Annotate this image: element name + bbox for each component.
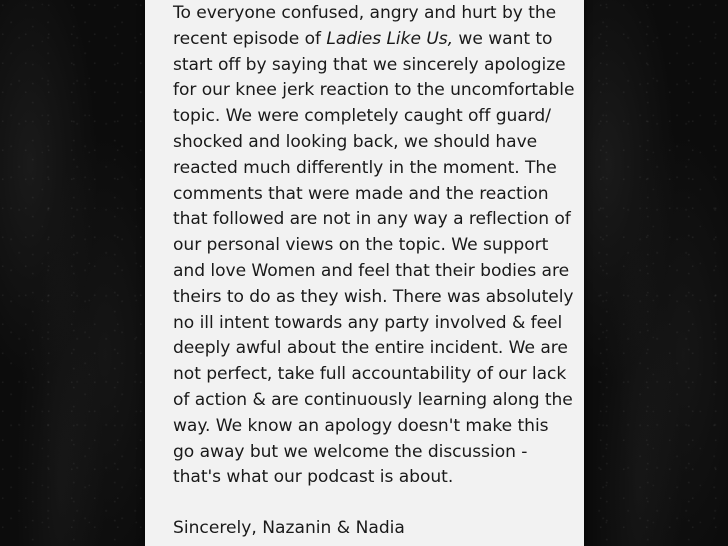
dark-textured-backdrop-left <box>0 0 150 546</box>
statement-line: go away but we welcome the discussion - <box>173 441 528 462</box>
statement-line: comments that were made and the reaction <box>173 183 549 204</box>
statement-line: way. We know an apology doesn't make this <box>173 415 549 436</box>
apology-note-card <box>145 0 584 546</box>
podcast-title: Ladies Like Us, <box>326 28 454 49</box>
statement-line: To everyone confused, angry and hurt by the <box>173 3 557 23</box>
statement-line: start off by saying that we sincerely apologize <box>173 54 566 75</box>
statement-line-text: recent episode of <box>173 28 327 49</box>
apology-statement-body <box>173 1 575 491</box>
statement-line: that's what our podcast is about. <box>173 467 454 488</box>
statement-line: of action & are continuously learning along the <box>173 389 573 410</box>
statement-line: and love Women and feel that their bodies are <box>173 260 570 281</box>
statement-line: for our knee jerk reaction to the uncomfortable <box>173 80 575 101</box>
statement-line: that followed are not in any way a reflection of <box>173 209 571 230</box>
statement-line-text: we want to <box>453 28 553 49</box>
statement-line: topic. We were completely caught off guard/ <box>173 106 551 127</box>
statement-line: no ill intent towards any party involved & feel <box>173 312 563 333</box>
statement-line: not perfect, take full accountability of our lack <box>173 364 567 385</box>
statement-line: theirs to do as they wish. There was absolutely <box>173 286 574 307</box>
statement-line: shocked and looking back, we should have <box>173 131 538 152</box>
dark-textured-backdrop-right <box>578 0 728 546</box>
statement-line <box>173 27 562 53</box>
signature: Sincerely, Nazanin & Nadia <box>173 518 405 539</box>
statement-line: deeply awful about the entire incident. We are <box>173 338 568 359</box>
statement-line: reacted much differently in the moment. The <box>173 157 557 178</box>
statement-line: our personal views on the topic. We support <box>173 235 549 256</box>
